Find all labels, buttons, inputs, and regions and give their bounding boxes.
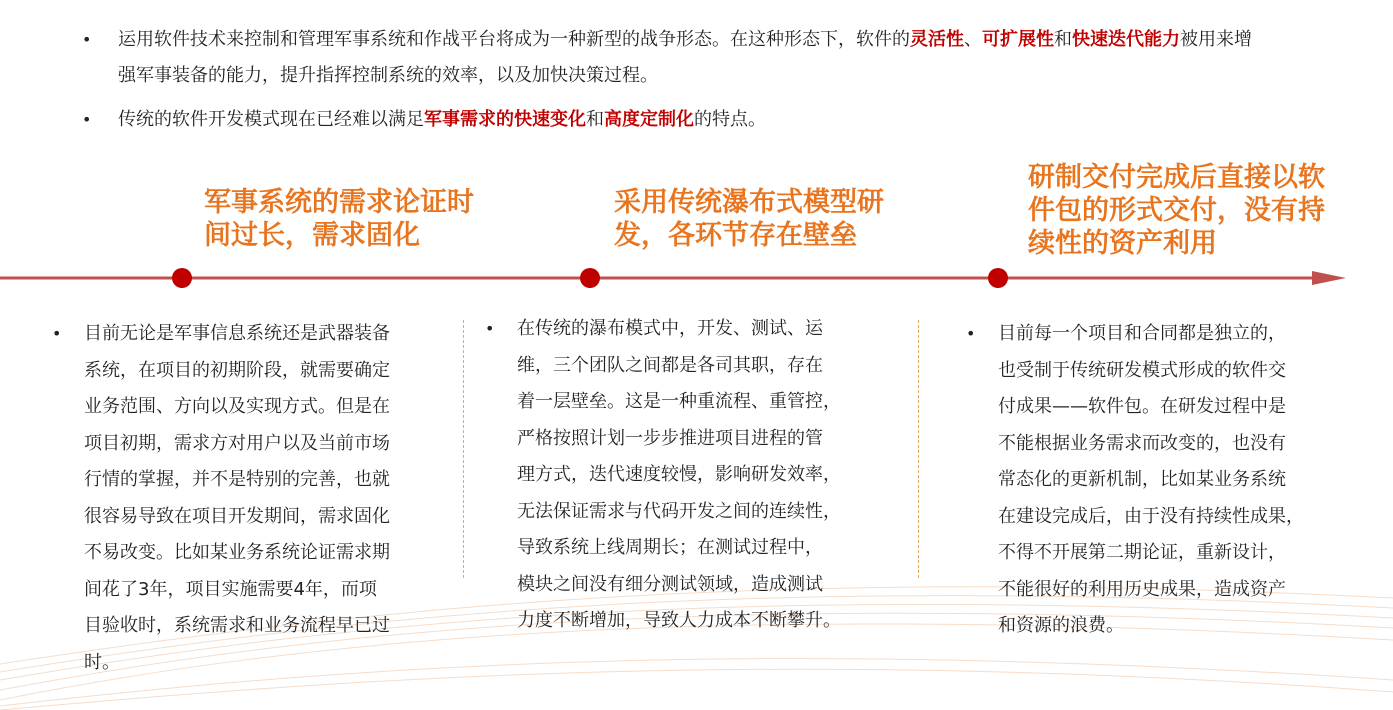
intro-text: [118, 109, 766, 130]
text-segment: 传统的软件开发模式现在已经难以满足: [118, 109, 424, 130]
highlight-text: 灵活性: [910, 29, 964, 50]
text-line: 不能根据业务需求而改变的，也没有: [998, 432, 1286, 454]
intro-list: [82, 22, 1262, 146]
timeline-dot-icon: [580, 268, 600, 288]
column-requirements: [52, 316, 452, 681]
bullet-icon: •: [82, 110, 92, 129]
text-line: 在传统的瀑布模式中，开发、测试、运: [517, 318, 823, 339]
text-line: 系统，在项目的初期阶段，就需要确定: [84, 359, 390, 381]
highlight-text: 高度定制化: [604, 109, 694, 130]
heading-line: 续性的资产利用: [1028, 228, 1217, 259]
intro-text: [118, 29, 1252, 86]
text-line: 严格按照计划一步步推进项目进程的管: [517, 427, 823, 449]
text-line: 行情的掌握，并不是特别的完善，也就: [84, 469, 390, 490]
timeline-dot-icon: [988, 268, 1008, 288]
column-delivery: [966, 316, 1366, 645]
heading-waterfall: [614, 186, 944, 252]
column-text: [52, 316, 452, 681]
text-segment: 被用来增强军事装备的能力，提升指挥控制系统的效率，以及加快决策过程。: [118, 29, 1252, 86]
text-line: 目前无论是军事信息系统还是武器装备: [84, 323, 390, 344]
heading-line: 发，各环节存在壁垒: [614, 220, 857, 251]
text-line: 无法保证需求与代码开发之间的连续性，: [517, 500, 841, 522]
intro-item: [82, 22, 1262, 94]
text-line: 不得不开展第二期论证，重新设计，: [998, 542, 1286, 563]
text-line: 理方式，迭代速度较慢，影响研发效率，: [517, 464, 841, 485]
heading-delivery: [1028, 161, 1368, 260]
text-line: 目前每一个项目和合同都是独立的，: [998, 323, 1286, 344]
text-line: 和资源的浪费。: [998, 615, 1124, 636]
text-line: 不能很好的利用历史成果，造成资产: [998, 578, 1286, 600]
text-line: 间花了3年，项目实施需要4年，而项: [84, 578, 377, 600]
text-segment: 和: [586, 109, 604, 130]
heading-line: 件包的形式交付，没有持: [1028, 195, 1325, 226]
column-divider: [918, 320, 919, 578]
text-line: 力度不断增加，导致人力成本不断攀升。: [517, 610, 841, 631]
text-line: 在建设完成后，由于没有持续性成果，: [998, 505, 1304, 527]
intro-item: [82, 102, 1262, 138]
highlight-text: 军事需求的快速变化: [424, 109, 586, 130]
text-line: 模块之间没有细分测试领域，造成测试: [517, 573, 823, 595]
heading-line: 采用传统瀑布式模型研: [614, 187, 884, 218]
bullet-icon: •: [485, 319, 495, 338]
text-segment: 、: [964, 29, 982, 50]
text-segment: 和: [1054, 29, 1072, 50]
text-line: 维，三个团队之间都是各司其职，存在: [517, 354, 823, 376]
text-line: 付成果——软件包。在研发过程中是: [998, 396, 1286, 417]
heading-line: 间过长，需求固化: [204, 220, 420, 251]
text-segment: 运用软件技术来控制和管理军事系统和作战平台将成为一种新型的战争形态。在这种形态下，软件的: [118, 29, 910, 50]
text-line: 不易改变。比如某业务系统论证需求期: [84, 542, 390, 563]
text-line: 导致系统上线周期长；在测试过程中，: [517, 537, 823, 558]
column-waterfall: [485, 311, 905, 640]
bullet-icon: •: [52, 324, 62, 343]
highlight-text: 快速迭代能力: [1072, 29, 1180, 50]
text-line: 项目初期，需求方对用户以及当前市场: [84, 432, 390, 454]
heading-line: 研制交付完成后直接以软: [1028, 162, 1325, 193]
highlight-text: 可扩展性: [982, 29, 1054, 50]
column-text: [485, 311, 905, 640]
column-divider: [463, 320, 464, 578]
heading-requirements: [204, 186, 534, 252]
text-line: 目验收时，系统需求和业务流程早已过: [84, 615, 390, 636]
heading-line: 军事系统的需求论证时: [204, 187, 474, 218]
bullet-icon: •: [82, 30, 92, 49]
column-text: [966, 316, 1366, 645]
text-line: 常态化的更新机制，比如某业务系统: [998, 469, 1286, 490]
text-line: 业务范围、方向以及实现方式。但是在: [84, 396, 390, 417]
timeline: [0, 266, 1393, 290]
text-line: 时。: [84, 651, 120, 673]
text-line: 也受制于传统研发模式形成的软件交: [998, 359, 1286, 381]
text-segment: 的特点。: [694, 109, 766, 130]
text-line: 很容易导致在项目开发期间，需求固化: [84, 505, 390, 527]
timeline-arrow-icon: [1312, 271, 1346, 285]
bullet-icon: •: [966, 324, 976, 343]
timeline-dot-icon: [172, 268, 192, 288]
text-line: 着一层壁垒。这是一种重流程、重管控，: [517, 391, 841, 412]
